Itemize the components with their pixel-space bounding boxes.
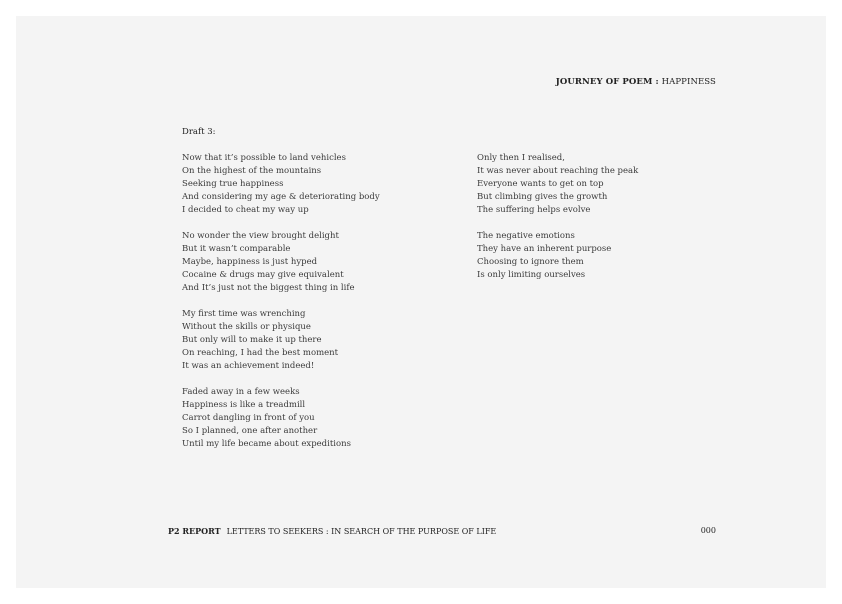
poem-line: The suffering helps evolve xyxy=(477,205,591,215)
stanza xyxy=(477,230,757,282)
poem-left-column xyxy=(182,152,462,464)
poem-line: Happiness is like a treadmill xyxy=(182,400,306,410)
poem-line: I decided to cheat my way up xyxy=(182,205,309,215)
poem-line: And considering my age & deteriorating body xyxy=(182,192,380,202)
stanza xyxy=(182,386,462,451)
poem-line: Until my life became about expeditions xyxy=(182,439,351,449)
poem-line: Cocaine & drugs may give equivalent xyxy=(182,270,344,280)
poem-line: On reaching, I had the best moment xyxy=(182,348,339,358)
header-bold: JOURNEY OF POEM : xyxy=(555,77,659,87)
poem-line: Maybe, happiness is just hyped xyxy=(182,257,318,267)
header-subtitle: HAPPINESS xyxy=(658,77,716,87)
poem-line: But only will to make it up there xyxy=(182,335,322,345)
page-footer xyxy=(168,526,496,536)
poem-right-column xyxy=(477,152,757,295)
page-header xyxy=(556,77,716,87)
poem-line: But it wasn’t comparable xyxy=(182,244,291,254)
poem-line: It was an achievement indeed! xyxy=(182,361,315,371)
poem-line: Everyone wants to get on top xyxy=(477,179,604,189)
stanza xyxy=(477,152,757,217)
poem-line: The negative emotions xyxy=(477,231,575,241)
stanza xyxy=(182,152,462,217)
poem-line: Only then I realised, xyxy=(477,153,565,163)
poem-line: So I planned, one after another xyxy=(182,426,318,436)
draft-title: Draft 3: xyxy=(182,127,216,137)
stanza xyxy=(182,230,462,295)
poem-line: And It’s just not the biggest thing in life xyxy=(182,283,355,293)
document-page xyxy=(16,16,826,588)
poem-line: Now that it’s possible to land vehicles xyxy=(182,153,346,163)
poem-line: No wonder the view brought delight xyxy=(182,231,339,241)
poem-line: Faded away in a few weeks xyxy=(182,387,300,397)
poem-line: But climbing gives the growth xyxy=(477,192,608,202)
stanza xyxy=(182,308,462,373)
poem-line: Seeking true happiness xyxy=(182,179,284,189)
poem-line: It was never about reaching the peak xyxy=(477,166,639,176)
poem-line: Carrot dangling in front of you xyxy=(182,413,315,423)
poem-line: They have an inherent purpose xyxy=(477,244,612,254)
poem-line: Is only limiting ourselves xyxy=(477,270,586,280)
footer-title: LETTERS TO SEEKERS : IN SEARCH OF THE PURPOSE OF LIFE xyxy=(226,527,497,536)
footer-report-label: P2 REPORT xyxy=(168,526,221,536)
page-number: 000 xyxy=(700,526,716,535)
poem-line: On the highest of the mountains xyxy=(182,166,322,176)
poem-line: Without the skills or physique xyxy=(182,322,311,332)
poem-line: My first time was wrenching xyxy=(182,309,306,319)
poem-line: Choosing to ignore them xyxy=(477,257,584,267)
